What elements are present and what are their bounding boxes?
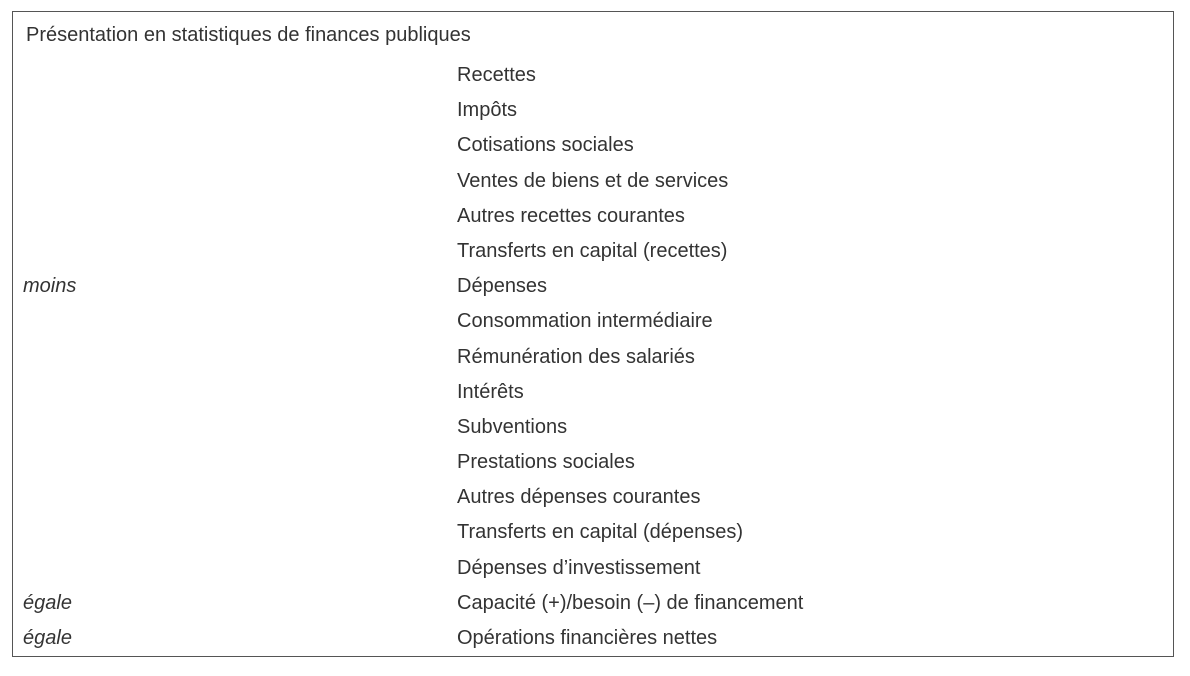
row-operator: égale	[23, 627, 72, 649]
row-item: Autres dépenses courantes	[457, 486, 701, 509]
row-item: Cotisations sociales	[457, 134, 634, 157]
row-item: Prestations sociales	[457, 451, 635, 474]
table-row	[13, 62, 1173, 97]
row-item: Recettes	[457, 64, 536, 86]
row-item: Consommation intermédiaire	[457, 310, 713, 333]
table-row	[13, 308, 1173, 343]
row-item: Autres recettes courantes	[457, 204, 685, 227]
table-row	[13, 132, 1173, 167]
table-row	[13, 203, 1173, 238]
row-item: Rémunération des salariés	[457, 345, 695, 368]
row-item: Intérêts	[457, 380, 524, 403]
table-row	[13, 625, 1173, 660]
row-operator: égale	[23, 591, 72, 614]
row-item: Opérations financières nettes	[457, 627, 718, 649]
row-item: Ventes de biens et de services	[457, 169, 729, 192]
table-rows	[13, 62, 1173, 660]
row-item: Dépenses	[457, 275, 548, 298]
table-title: Présentation en statistiques de finances publiques	[26, 24, 471, 46]
table-row	[13, 238, 1173, 273]
table-row	[13, 519, 1173, 554]
table-row	[13, 273, 1173, 308]
row-item: Capacité (+)/besoin (–) de financement	[457, 591, 804, 614]
table-row	[13, 344, 1173, 379]
table-row	[13, 379, 1173, 414]
table-row	[13, 449, 1173, 484]
statistics-table	[12, 11, 1174, 657]
table-row	[13, 590, 1173, 625]
row-item: Transferts en capital (recettes)	[457, 239, 728, 262]
table-row	[13, 484, 1173, 519]
row-operator: moins	[23, 275, 77, 298]
row-item: Dépenses d’investissement	[457, 556, 701, 579]
table-row	[13, 414, 1173, 449]
row-item: Impôts	[457, 99, 518, 122]
table-row	[13, 555, 1173, 590]
row-item: Subventions	[457, 415, 568, 438]
table-row	[13, 97, 1173, 132]
table-row	[13, 168, 1173, 203]
row-item: Transferts en capital (dépenses)	[457, 521, 744, 544]
